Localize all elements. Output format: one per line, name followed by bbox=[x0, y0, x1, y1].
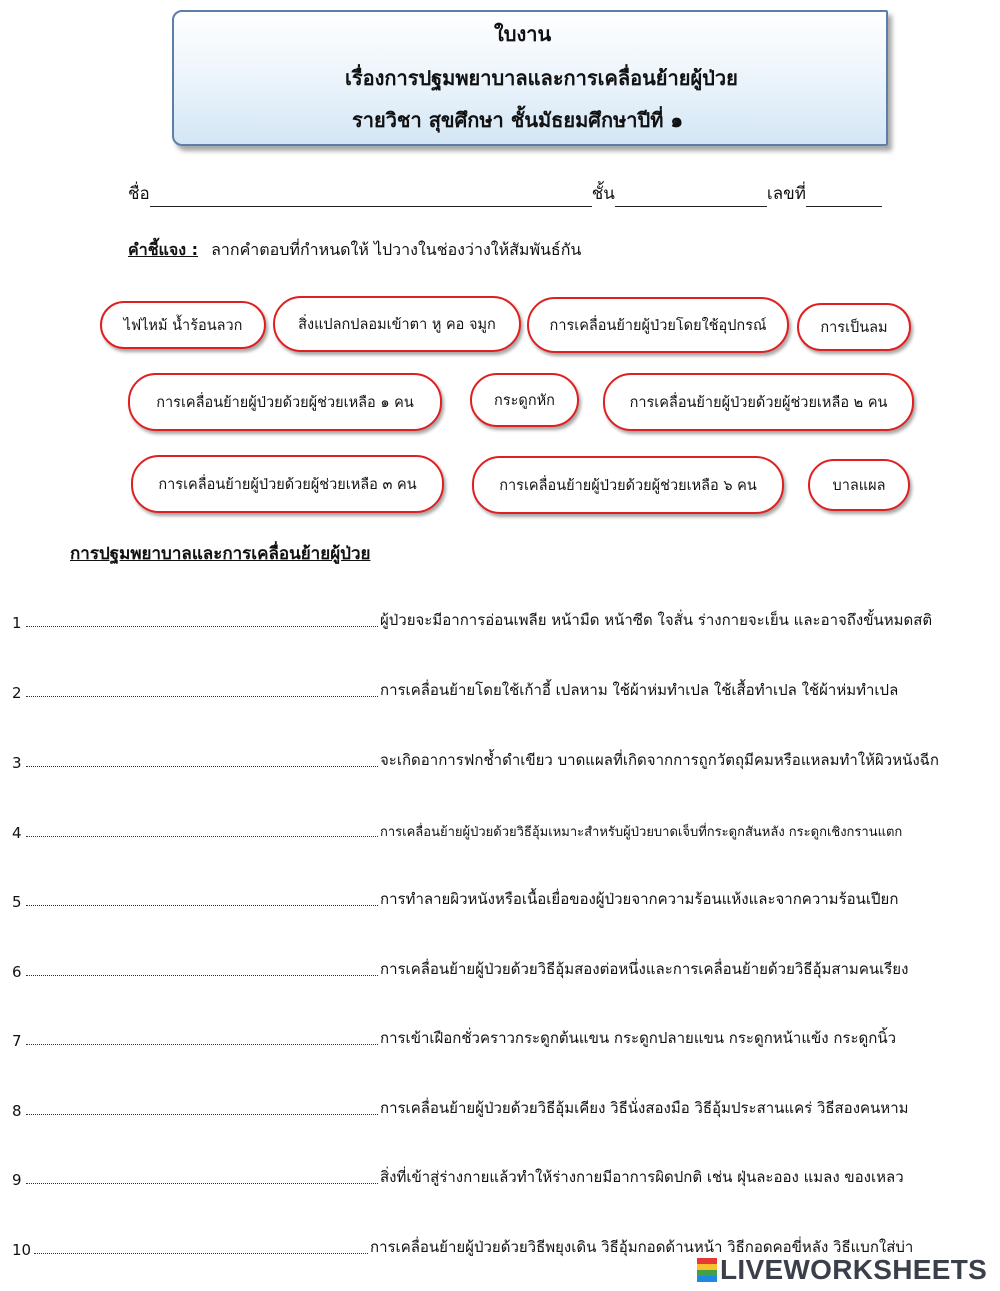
answer-chip[interactable]: การเคลื่อนย้ายผู้ป่วยด้วยผู้ช่วยเหลือ ๖ คน bbox=[472, 456, 784, 514]
question-number: 8 bbox=[12, 1102, 22, 1120]
question-number: 1 bbox=[12, 614, 22, 632]
answer-drop-slot[interactable] bbox=[26, 822, 378, 837]
question-text: การเคลื่อนย้ายผู้ป่วยด้วยวิธีอุ้มเหมาะสำหรับผู้ป่วยบาดเจ็บที่กระดูกสันหลัง กระดูกเชิงกรานแตก bbox=[380, 825, 903, 840]
question-row bbox=[12, 957, 987, 981]
answer-drop-slot[interactable] bbox=[26, 752, 378, 767]
question-number: 2 bbox=[12, 684, 22, 702]
question-row bbox=[12, 1165, 987, 1189]
question-text: การเคลื่อนย้ายผู้ป่วยด้วยวิธีอุ้มเคียง วิธีนั่งสองมือ วิธีอุ้มประสานแคร่ วิธีสองคนหาม bbox=[380, 1099, 909, 1117]
student-info-row bbox=[128, 180, 882, 207]
answer-drop-slot[interactable] bbox=[26, 682, 378, 697]
answer-chip[interactable]: การเคลื่อนย้ายผู้ป่วยด้วยผู้ช่วยเหลือ ๑ คน bbox=[128, 373, 442, 431]
number-label: เลขที่ bbox=[766, 184, 806, 204]
name-field[interactable] bbox=[150, 186, 592, 207]
question-row bbox=[12, 818, 987, 842]
question-number: 3 bbox=[12, 754, 22, 772]
liveworksheets-logo-text: LIVEWORKSHEETS bbox=[720, 1254, 988, 1285]
section-title: การปฐมพยาบาลและการเคลื่อนย้ายผู้ป่วย bbox=[70, 544, 371, 564]
answer-chip[interactable]: บาลแผล bbox=[808, 459, 910, 511]
answer-drop-slot[interactable] bbox=[26, 612, 378, 627]
class-label: ชั้น bbox=[591, 184, 615, 204]
liveworksheets-logo bbox=[697, 1254, 987, 1286]
question-number: 7 bbox=[12, 1032, 22, 1050]
name-label: ชื่อ bbox=[128, 184, 150, 204]
question-number: 4 bbox=[12, 824, 22, 842]
question-text: การเคลื่อนย้ายผู้ป่วยด้วยวิธีพยุงเดิน วิธีอุ้มกอดด้านหน้า วิธีกอดคอขี่หลัง วิธีแบกใส่บ่า bbox=[370, 1238, 914, 1256]
question-row bbox=[12, 678, 987, 702]
question-row bbox=[12, 1026, 987, 1050]
question-number: 9 bbox=[12, 1171, 22, 1189]
answer-chip[interactable]: การเป็นลม bbox=[797, 303, 911, 351]
number-field[interactable] bbox=[806, 186, 882, 207]
answer-chip[interactable]: การเคลื่อนย้ายผู้ป่วยโดยใช้อุปกรณ์ bbox=[527, 297, 789, 353]
question-text: ผู้ป่วยจะมีอาการอ่อนเพลีย หน้ามืด หน้าซีด ใจสั่น ร่างกายจะเย็น และอาจถึงขั้นหมดสติ bbox=[380, 611, 933, 629]
question-row bbox=[12, 887, 987, 911]
answer-drop-slot[interactable] bbox=[26, 961, 378, 976]
answer-chip[interactable]: การเคลื่อนย้ายผู้ป่วยด้วยผู้ช่วยเหลือ ๓ คน bbox=[131, 455, 444, 513]
instructions-label: คำชี้แจง : bbox=[128, 240, 199, 259]
instructions-text: ลากคำตอบที่กำหนดให้ ไปวางในช่องว่างให้สัมพันธ์กัน bbox=[211, 240, 582, 259]
answer-drop-slot[interactable] bbox=[26, 1100, 378, 1115]
question-row bbox=[12, 1096, 987, 1120]
answer-drop-slot[interactable] bbox=[34, 1239, 368, 1254]
question-number: 10 bbox=[12, 1241, 32, 1259]
answer-drop-slot[interactable] bbox=[26, 1169, 378, 1184]
answer-drop-slot[interactable] bbox=[26, 1030, 378, 1045]
question-text: สิ่งที่เข้าสู่ร่างกายแล้วทำให้ร่างกายมีอาการผิดปกติ เช่น ฝุ่นละออง แมลง ของเหลว bbox=[380, 1168, 904, 1186]
answer-chip[interactable]: กระดูกหัก bbox=[470, 373, 579, 427]
worksheet-topic: เรื่องการปฐมพยาบาลและการเคลื่อนย้ายผู้ป่วย bbox=[345, 66, 738, 90]
worksheet-subject: รายวิชา สุขศึกษา ชั้นมัธยมศึกษาปีที่ ๑ bbox=[352, 108, 684, 132]
liveworksheets-mark-icon bbox=[697, 1258, 717, 1282]
question-row bbox=[12, 608, 987, 632]
question-text: การทำลายผิวหนังหรือเนื้อเยื่อของผู้ป่วยจากความร้อนแห้งและจากความร้อนเปียก bbox=[380, 890, 899, 908]
instructions bbox=[128, 238, 581, 263]
answer-chip[interactable]: การเคลื่อนย้ายผู้ป่วยด้วยผู้ช่วยเหลือ ๒ คน bbox=[603, 373, 914, 431]
question-number: 5 bbox=[12, 893, 22, 911]
question-text: การเคลื่อนย้ายผู้ป่วยด้วยวิธีอุ้มสองต่อหนึ่งและการเคลื่อนย้ายด้วยวิธีอุ้มสามคนเรียง bbox=[380, 960, 909, 978]
worksheet-title: ใบงาน bbox=[494, 22, 552, 46]
question-text: การเคลื่อนย้ายโดยใช้เก้าอี้ เปลหาม ใช้ผ้าห่มทำเปล ใช้เสื้อทำเปล ใช้ผ้าห่มทำเปล bbox=[380, 681, 899, 699]
answer-chip[interactable]: สิ่งแปลกปลอมเข้าตา หู คอ จมูก bbox=[273, 296, 521, 352]
answer-chip[interactable]: ไฟไหม้ น้ำร้อนลวก bbox=[100, 301, 266, 349]
answer-drop-slot[interactable] bbox=[26, 891, 378, 906]
class-field[interactable] bbox=[615, 186, 767, 207]
question-text: การเข้าเฝือกชั่วคราวกระดูกต้นแขน กระดูกปลายแขน กระดูกหน้าแข้ง กระดูกนิ้ว bbox=[380, 1029, 897, 1047]
question-text: จะเกิดอาการฟกช้ำดำเขียว บาดแผลที่เกิดจากการถูกวัตถุมีคมหรือแหลมทำให้ผิวหนังฉีก bbox=[380, 751, 939, 769]
question-row bbox=[12, 748, 987, 772]
question-number: 6 bbox=[12, 963, 22, 981]
